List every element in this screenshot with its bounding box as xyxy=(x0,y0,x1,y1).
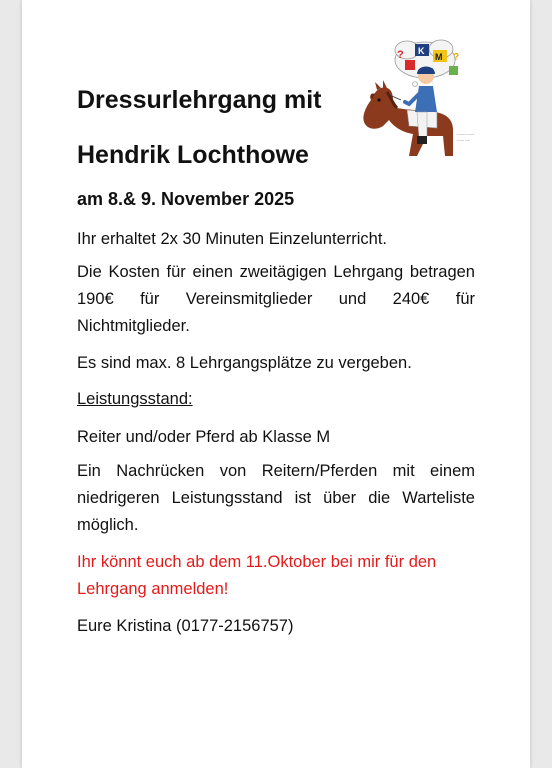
svg-text:K: K xyxy=(418,46,425,56)
title-line-2: Hendrik Lochthowe xyxy=(77,141,309,169)
svg-text:M: M xyxy=(435,52,443,62)
event-date: am 8.& 9. November 2025 xyxy=(77,189,295,209)
costs-info: Die Kosten für einen zweitägigen Lehrgang betragen 190€ für Vereinsmitglieder und 240€ für Nichtmitglieder. xyxy=(77,263,475,335)
registration-notice: Ihr könnt euch ab dem 11.Oktober bei mir für den Lehrgang anmelden! xyxy=(77,553,437,598)
rider-on-horse-illustration xyxy=(357,38,489,162)
waitlist-info: Ein Nachrücken von Reitern/Pferden mit einem niedrigeren Leistungsstand ist über die Warteliste möglich. xyxy=(77,462,475,534)
svg-text:?: ? xyxy=(453,52,460,63)
signature-contact: Eure Kristina (0177-2156757) xyxy=(77,617,294,635)
level-info: Reiter und/oder Pferd ab Klasse M xyxy=(77,428,331,446)
svg-text:~~~ ~~: ~~~ ~~ xyxy=(457,138,470,143)
flyer-page xyxy=(22,0,530,768)
lesson-info: Ihr erhaltet 2x 30 Minuten Einzelunterricht. xyxy=(77,230,387,248)
title-line-1: Dressurlehrgang mit xyxy=(77,86,322,114)
places-info: Es sind max. 8 Lehrgangsplätze zu vergeben. xyxy=(77,354,412,372)
svg-text:~~~~ ~~~: ~~~~ ~~~ xyxy=(457,132,475,137)
level-heading: Leistungsstand: xyxy=(77,390,193,408)
svg-text:?: ? xyxy=(397,49,404,61)
